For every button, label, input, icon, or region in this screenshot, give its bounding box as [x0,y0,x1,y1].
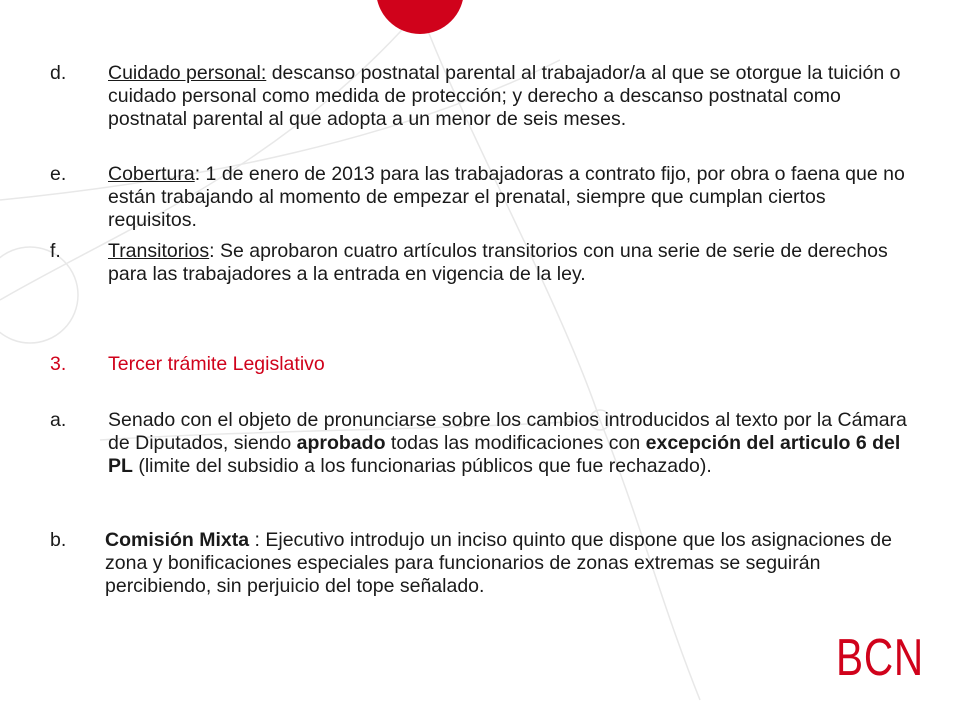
list-marker: b. [50,529,67,551]
item-text: descanso postnatal parental al trabajador/a al que se otorgue la tuición o cuidado personal como medida de protección; y derecho a descanso postnatal como postnatal parental al que adopta a un menor de seis meses. [108,62,901,130]
bold-text: Comisión Mixta [105,529,250,551]
item-text: : Se aprobaron cuatro artículos transitorios con una serie de serie de derechos para las trabajadores a la entrada en vigencia de la ley. [108,240,888,285]
section-heading-3 [50,353,910,376]
item-text: (limite del subsidio a los funcionarias públicos que fue rechazado). [132,455,712,477]
list-marker: e. [50,163,67,185]
item-title: Transitorios [108,240,210,262]
item-text: : 1 de enero de 2013 para las trabajadoras a contrato fijo, por obra o faena que no están trabajando al momento de empezar el prenatal, siempre que cumplan ciertos requisitos. [108,163,905,231]
list-item-d [50,62,910,131]
item-title: Cuidado personal: [108,62,267,84]
bcn-logo: BCN [836,629,924,687]
bold-text: aprobado [296,432,386,454]
list-marker: a. [50,409,67,431]
list-marker: f. [50,240,61,262]
list-item-a [50,409,910,478]
bold-text: excepción del articulo 6 del PL [108,432,901,477]
section-title: Tercer trámite Legislativo [108,353,325,375]
list-marker: d. [50,62,67,84]
item-title: Cobertura [108,163,195,185]
list-item-f [50,240,910,286]
list-item-b [50,529,910,598]
section-number: 3. [50,353,67,375]
item-text: todas las modificaciones con [385,432,646,454]
red-circle-decoration [376,0,464,34]
item-text: : Ejecutivo introdujo un inciso quinto que dispone que los asignaciones de zona y bonificaciones especiales para funcionarios de zonas extremas se seguirán percibiendo, sin perjuicio del tope señalado. [105,529,892,597]
item-text: Senado con el objeto de pronunciarse sobre los cambios introducidos al texto por la Cámara de Diputados, siendo [108,409,907,454]
list-item-e [50,163,910,232]
